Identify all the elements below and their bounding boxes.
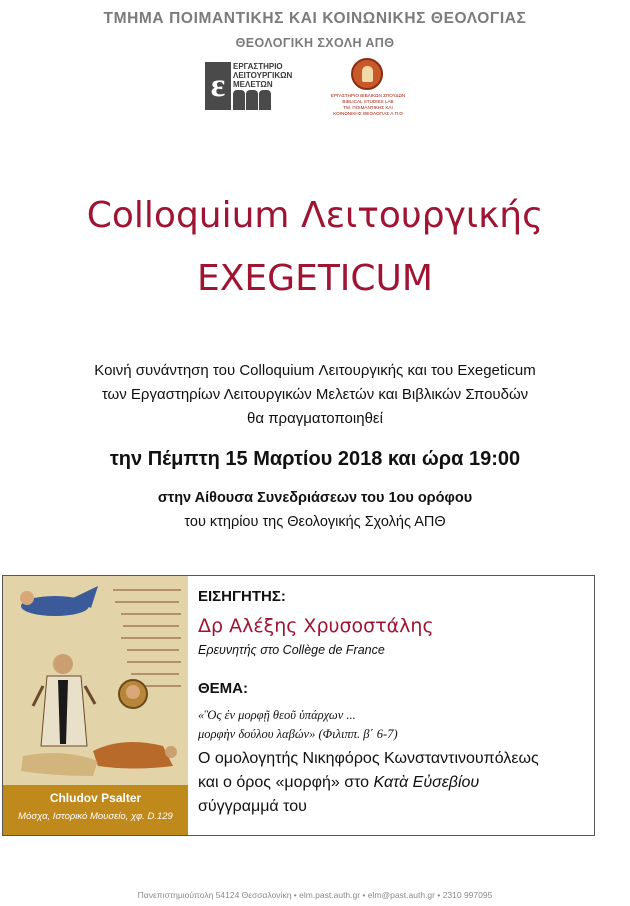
logo-line-2: ΛΕΙΤΟΥΡΓΙΚΩΝ <box>233 71 293 80</box>
psalter-illustration <box>3 576 188 835</box>
school-heading: ΘΕΟΛΟΓΙΚΗ ΣΧΟΛΗ ΑΠΘ <box>235 36 395 50</box>
speaker-affiliation: Ερευνητής στο Collège de France <box>198 643 385 657</box>
topic-line-3: σύγγραμμά του <box>198 798 307 815</box>
title-line-2: EXEGETICUM <box>197 258 433 299</box>
venue-line-2: του κτηρίου της Θεολογικής Σχολής ΑΠΘ <box>184 514 446 530</box>
manuscript-image <box>3 576 188 786</box>
topic-quote-line-1: «Ὃς ἐν μορφῇ θεοῦ ὑπάρχων ... <box>198 708 356 722</box>
topic-line-2-text: και ο όρος «μορφή» στο <box>198 774 374 791</box>
title-line-1: Colloquium Λειτουργικής <box>86 195 544 236</box>
seal-icon <box>351 58 383 90</box>
logo-text <box>233 62 292 89</box>
liturgical-studies-lab-logo <box>205 60 300 118</box>
logo-caption: ΕΡΓΑΣΤΗΡΙΟ ΒΙΒΛΙΚΩΝ ΣΠΟΥΔΩΝ BIBLICAL STUDIES LAB ΤΜ. ΠΟΙΜΑΝΤΙΚΗΣ ΚΑΙ ΚΟΙΝΩΝΙΚΗΣ ΘΕΟΛΟΓΙΑΣ Α.Π.Θ <box>330 93 406 116</box>
topic-work-title: Κατὰ Εὐσεβίου <box>373 774 480 791</box>
info-box <box>2 575 595 836</box>
topic-quote-line-2: μορφὴν δούλου λαβών» (Φιλιππ. β΄ 6-7) <box>198 727 398 741</box>
image-caption <box>3 785 188 835</box>
intro-line-1: Κοινή συνάντηση του Colloquium Λειτουργικής και του Exegeticum <box>94 362 536 379</box>
intro-line-2: των Εργαστηρίων Λειτουργικών Μελετών και Βιβλικών Σπουδών <box>101 386 529 403</box>
caption-subtitle: Μόσχα, Ιστορικό Μουσείο, χφ. D.129 <box>18 811 173 822</box>
biblical-studies-lab-logo <box>318 58 418 120</box>
logo-line-3: ΜΕΛΕΤΩΝ <box>233 80 273 89</box>
logo-mark <box>233 90 273 112</box>
logo-letter: ε <box>205 62 231 110</box>
speaker-heading: ΕΙΣΗΓΗΤΗΣ: <box>198 588 286 605</box>
venue-line-1: στην Αίθουσα Συνεδριάσεων του 1ου ορόφου <box>157 490 473 506</box>
speaker-name: Δρ Αλέξης Χρυσοστάλης <box>198 615 434 637</box>
topic-line-2 <box>198 774 479 792</box>
footer-contact: Πανεπιστημιούπολη 54124 Θεσσαλονίκη • elm.past.auth.gr • elm@past.auth.gr • 2310 997095 <box>137 890 493 900</box>
intro-line-3: θα πραγματοποιηθεί <box>247 410 383 427</box>
event-datetime: την Πέμπτη 15 Μαρτίου 2018 και ώρα 19:00 <box>109 448 521 470</box>
caption-title: Chludov Psalter <box>49 791 142 805</box>
department-heading: ΤΜΗΜΑ ΠΟΙΜΑΝΤΙΚΗΣ ΚΑΙ ΚΟΙΝΩΝΙΚΗΣ ΘΕΟΛΟΓΙΑΣ <box>103 10 527 27</box>
topic-line-1: Ο ομολογητής Νικηφόρος Κωνσταντινουπόλεως <box>198 750 539 767</box>
logo-line-1: ΕΡΓΑΣΤΗΡΙΟ <box>233 62 283 71</box>
topic-heading: ΘΕΜΑ: <box>198 680 248 697</box>
